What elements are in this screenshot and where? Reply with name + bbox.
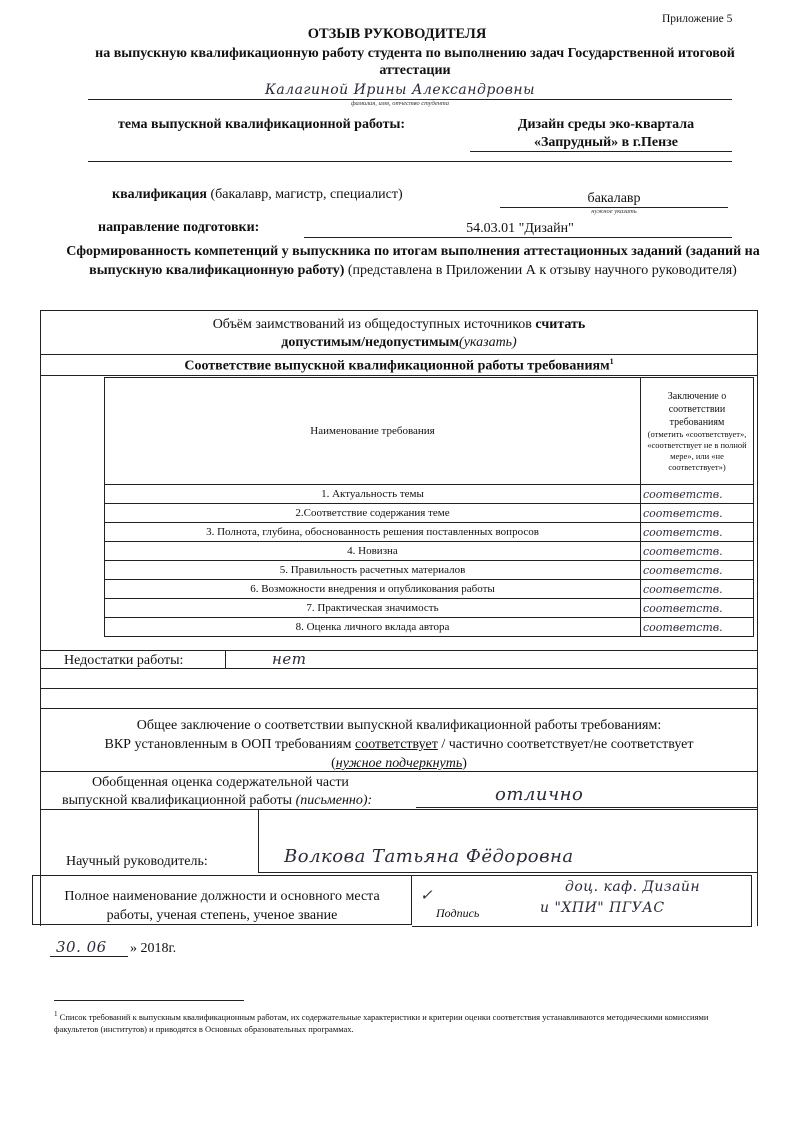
date-day-month: 30. 06 [56, 938, 107, 956]
borrowings-rule [40, 354, 758, 355]
qualification-value: бакалавр [587, 191, 641, 206]
supervisor-divider [258, 809, 259, 873]
topic-line-rule [470, 151, 732, 152]
borrowings-text: Объём заимствований из общедоступных источников считать допустимым/недопустимым(указать) [212, 317, 586, 350]
qualification-caption: нужное указать [591, 208, 637, 215]
requirements-table [104, 377, 754, 637]
conformity-title: Соответствие выпускной квалификационной работы требованиям$^1$ [184, 357, 614, 374]
requirement-name: 4. Новизна [105, 542, 641, 561]
requirement-name: 5. Правильность расчетных материалов [105, 561, 641, 580]
requirement-name: 1. Актуальность темы [105, 485, 641, 504]
page-subtitle: на выпускную квалификационную работу студента по выполнению задач Государственной итоговой аттестации [95, 46, 735, 78]
page-title: ОТЗЫВ РУКОВОДИТЕЛЯ [307, 26, 487, 42]
requirement-verdict: соответств. [641, 542, 754, 561]
table-row [105, 542, 754, 561]
table-row [105, 523, 754, 542]
shortcomings-label: Недостатки работы: [64, 653, 184, 668]
assessment-value: отлично [495, 784, 584, 805]
table-row [105, 599, 754, 618]
requirement-verdict: соответств. [641, 485, 754, 504]
assessment-label-1: Обобщенная оценка содержательной части [92, 775, 349, 790]
column-header-conclusion: Заключение о соответствии требованиям (отметить «соответствует», «соответствует не в полной мере», или «не соответствует») [641, 378, 754, 485]
shortcomings-divider [225, 650, 226, 668]
requirement-verdict: соответств. [641, 561, 754, 580]
shortcomings-rule-2 [40, 688, 758, 689]
appendix-label: Приложение 5 [662, 13, 733, 25]
requirement-verdict: соответств. [641, 618, 754, 637]
requirement-name: 7. Практическая значимость [105, 599, 641, 618]
signature: ✓ [420, 886, 434, 904]
requirement-verdict: соответств. [641, 599, 754, 618]
conformity-rule [40, 375, 758, 376]
column-header-name: Наименование требования [105, 378, 641, 485]
shortcomings-rule-3 [40, 708, 758, 709]
requirement-name: 8. Оценка личного вклада автора [105, 618, 641, 637]
assessment-label-2: выпускной квалификационной работы (письменно): [62, 793, 373, 808]
conclusion-text: Общее заключение о соответствии выпускной квалификационной работы требованиям: ВКР установленным в ООП требованиям соответствует / частично соответствует/не соответствует (нужное подчеркнуть) [104, 718, 694, 771]
position-value-1: доц. каф. Дизайн [565, 879, 701, 895]
requirement-name: 2.Соответствие содержания теме [105, 504, 641, 523]
direction-label: направление подготовки: [98, 220, 260, 235]
table-row [105, 580, 754, 599]
footnote-text: $^1$ Список требований к выпускным квалификационным работам, их содержательные характеристики и критерии оценки соответствия устанавливаются методическими комиссиями факультетов (институтов) и приводятся в Основных образовательных программах. [54, 1010, 709, 1034]
table-row [105, 485, 754, 504]
table-row [105, 561, 754, 580]
requirement-verdict: соответств. [641, 523, 754, 542]
requirement-verdict: соответств. [641, 504, 754, 523]
competencies-text: Сформированность компетенций у выпускника по итогам выполнения аттестационных заданий (заданий на выпускную квалификационную работу) (представлена в Приложении А к отзыву научного руководителя) [66, 244, 760, 278]
shortcomings-top-rule [40, 650, 758, 651]
student-caption: фамилия, имя, отчество студента [350, 100, 450, 107]
footnote-rule [54, 1000, 244, 1001]
student-name: Калагиной Ирины Александровны [264, 82, 536, 98]
topic-label: тема выпускной квалификационной работы: [118, 117, 406, 132]
requirement-verdict: соответств. [641, 580, 754, 599]
position-value-2: и "ХПИ" ПГУАС [540, 900, 665, 916]
requirement-name: 6. Возможности внедрения и опубликования работы [105, 580, 641, 599]
date-year: » 2018г. [130, 941, 177, 956]
shortcomings-rule-1 [40, 668, 758, 669]
topic-extra-rule [88, 161, 732, 162]
requirement-name: 3. Полнота, глубина, обоснованность решения поставленных вопросов [105, 523, 641, 542]
supervisor-name: Волкова Татьяна Фёдоровна [284, 846, 574, 867]
supervisor-rule [258, 872, 758, 873]
assessment-bottom-rule [40, 809, 758, 810]
position-label: Полное наименование должности и основного места работы, ученая степень, ученое звание [64, 889, 380, 923]
table-row [105, 504, 754, 523]
topic-line-2: «Запрудный» в г.Пензе [534, 135, 678, 150]
direction-value: 54.03.01 "Дизайн" [466, 221, 574, 236]
shortcomings-value: нет [272, 650, 307, 668]
table-header-row [105, 378, 754, 485]
table-row [105, 618, 754, 637]
conclusion-rule [40, 771, 758, 772]
signature-caption: Подпись [436, 906, 480, 920]
supervisor-label: Научный руководитель: [66, 854, 208, 869]
qualification-label: квалификация (бакалавр, магистр, специалист) [112, 187, 403, 202]
topic-line-1: Дизайн среды эко-квартала [517, 117, 695, 132]
assessment-rule [416, 807, 758, 808]
date-rule [50, 956, 128, 957]
direction-rule [304, 237, 732, 238]
